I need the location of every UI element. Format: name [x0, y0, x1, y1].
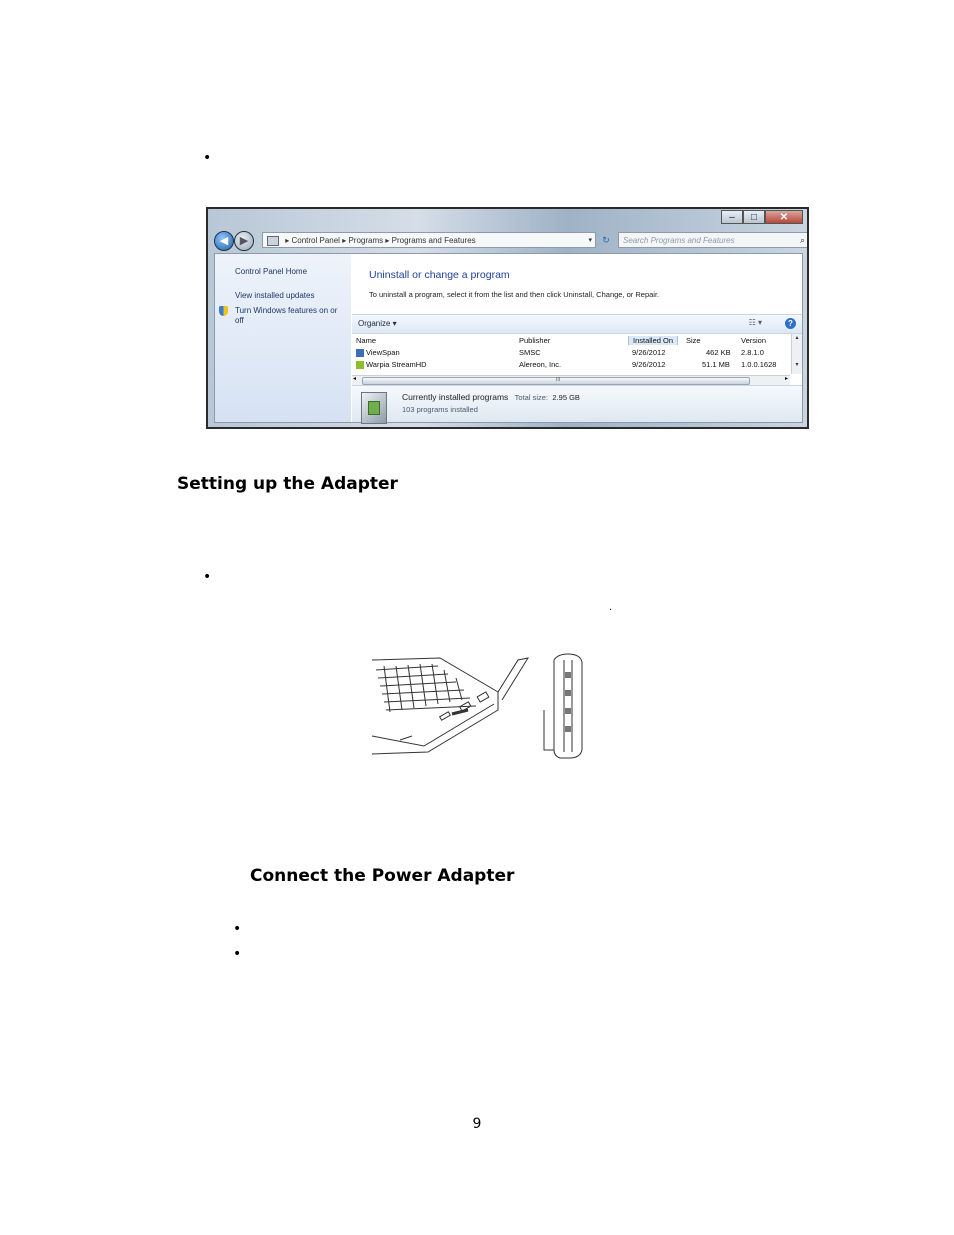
- total-size-label: Total size:: [514, 393, 549, 402]
- program-publisher: Alereon, Inc.: [519, 360, 562, 369]
- scroll-right-icon[interactable]: ▸: [784, 376, 788, 382]
- maximize-button[interactable]: □: [743, 210, 765, 224]
- page-number: 9: [472, 1116, 482, 1132]
- left-task-pane: [215, 254, 351, 422]
- table-row[interactable]: [352, 348, 790, 360]
- page-description: To uninstall a program, select it from the list and then click Uninstall, Change, or Repair.: [369, 290, 660, 299]
- window-caption-buttons: [721, 210, 803, 224]
- breadcrumb-separator: ▸: [342, 236, 347, 245]
- turn-windows-features-link[interactable]: Turn Windows features on or: [235, 306, 338, 315]
- program-installed-on: 9/26/2012: [632, 360, 666, 369]
- back-button[interactable]: ◀: [214, 231, 234, 251]
- program-version: 2.8.1.0: [741, 348, 764, 357]
- stray-mark: .: [609, 602, 613, 613]
- program-name: Warpia StreamHD: [366, 360, 427, 369]
- programs-table: [352, 334, 802, 374]
- breadcrumb-programs-and-features[interactable]: Programs and Features: [391, 236, 476, 245]
- window-content: [214, 253, 803, 423]
- scroll-down-icon[interactable]: ▾: [795, 362, 799, 368]
- scroll-left-icon[interactable]: ◂: [353, 376, 357, 382]
- program-installed-on: 9/26/2012: [632, 348, 666, 357]
- address-bar[interactable]: [262, 232, 596, 248]
- scrollbar-thumb[interactable]: [362, 377, 750, 385]
- section-heading: Setting up the Adapter: [177, 474, 398, 494]
- column-header-installed-on[interactable]: Installed On: [628, 336, 678, 345]
- breadcrumb-separator: ▸: [385, 236, 390, 245]
- breadcrumb-programs[interactable]: Programs: [348, 236, 384, 245]
- forward-button[interactable]: ▶: [234, 231, 254, 251]
- close-button[interactable]: ✕: [765, 210, 803, 224]
- column-header-version[interactable]: Version: [741, 336, 767, 345]
- breadcrumb-control-panel[interactable]: Control Panel: [291, 236, 340, 245]
- programs-and-features-window: [206, 207, 809, 429]
- search-icon[interactable]: ⌕: [799, 235, 805, 245]
- subsection-heading: Connect the Power Adapter: [250, 866, 515, 886]
- right-pane: [352, 254, 802, 422]
- search-placeholder: Search Programs and Features: [623, 236, 735, 245]
- help-icon[interactable]: ?: [785, 318, 796, 329]
- shield-icon: [219, 306, 228, 316]
- view-options-icon[interactable]: ☷ ▾: [748, 318, 762, 327]
- details-pane: [352, 385, 802, 422]
- view-installed-updates-link[interactable]: View installed updates: [235, 291, 315, 300]
- program-size: 51.1 MB: [702, 360, 730, 369]
- address-dropdown-icon[interactable]: ▾: [588, 237, 592, 244]
- program-version: 1.0.0.1628: [741, 360, 777, 369]
- scroll-up-icon[interactable]: ▴: [795, 335, 799, 341]
- page-title: Uninstall or change a program: [369, 269, 510, 281]
- table-row[interactable]: [352, 360, 790, 372]
- column-header-size[interactable]: Size: [686, 336, 701, 345]
- minimize-button[interactable]: –: [721, 210, 743, 224]
- warpia-app-icon: [356, 361, 364, 369]
- scrollbar-grip: III: [556, 377, 561, 383]
- navigation-bar: [214, 231, 803, 251]
- command-toolbar: [352, 314, 802, 334]
- control-panel-home-link[interactable]: Control Panel Home: [235, 267, 308, 276]
- bullet-2: •: [203, 569, 212, 585]
- program-size: 462 KB: [706, 348, 731, 357]
- folder-icon: [267, 236, 279, 246]
- bullet-4: •: [233, 946, 242, 962]
- bullet-3: •: [233, 921, 242, 937]
- organize-button[interactable]: Organize ▾: [358, 319, 397, 328]
- refresh-icon[interactable]: ↻: [602, 235, 610, 245]
- column-header-publisher[interactable]: Publisher: [519, 336, 551, 345]
- viewspan-app-icon: [356, 349, 364, 357]
- horizontal-scrollbar[interactable]: [352, 375, 790, 385]
- turn-windows-features-link-cont[interactable]: off: [235, 316, 244, 325]
- programs-count: 103 programs installed: [402, 405, 478, 414]
- breadcrumb-separator: ▸: [285, 236, 290, 245]
- details-label: Currently installed programs: [402, 392, 509, 402]
- bullet-1: •: [203, 150, 212, 166]
- program-publisher: SMSC: [519, 348, 541, 357]
- column-header-name[interactable]: Name: [356, 336, 377, 345]
- search-input[interactable]: [618, 232, 809, 248]
- program-name: ViewSpan: [366, 348, 400, 357]
- laptop-usb-adapter-illustration: [368, 652, 592, 760]
- installed-programs-icon: [361, 392, 387, 424]
- vertical-scrollbar[interactable]: [791, 334, 802, 374]
- total-size-value: 2.95 GB: [552, 393, 580, 402]
